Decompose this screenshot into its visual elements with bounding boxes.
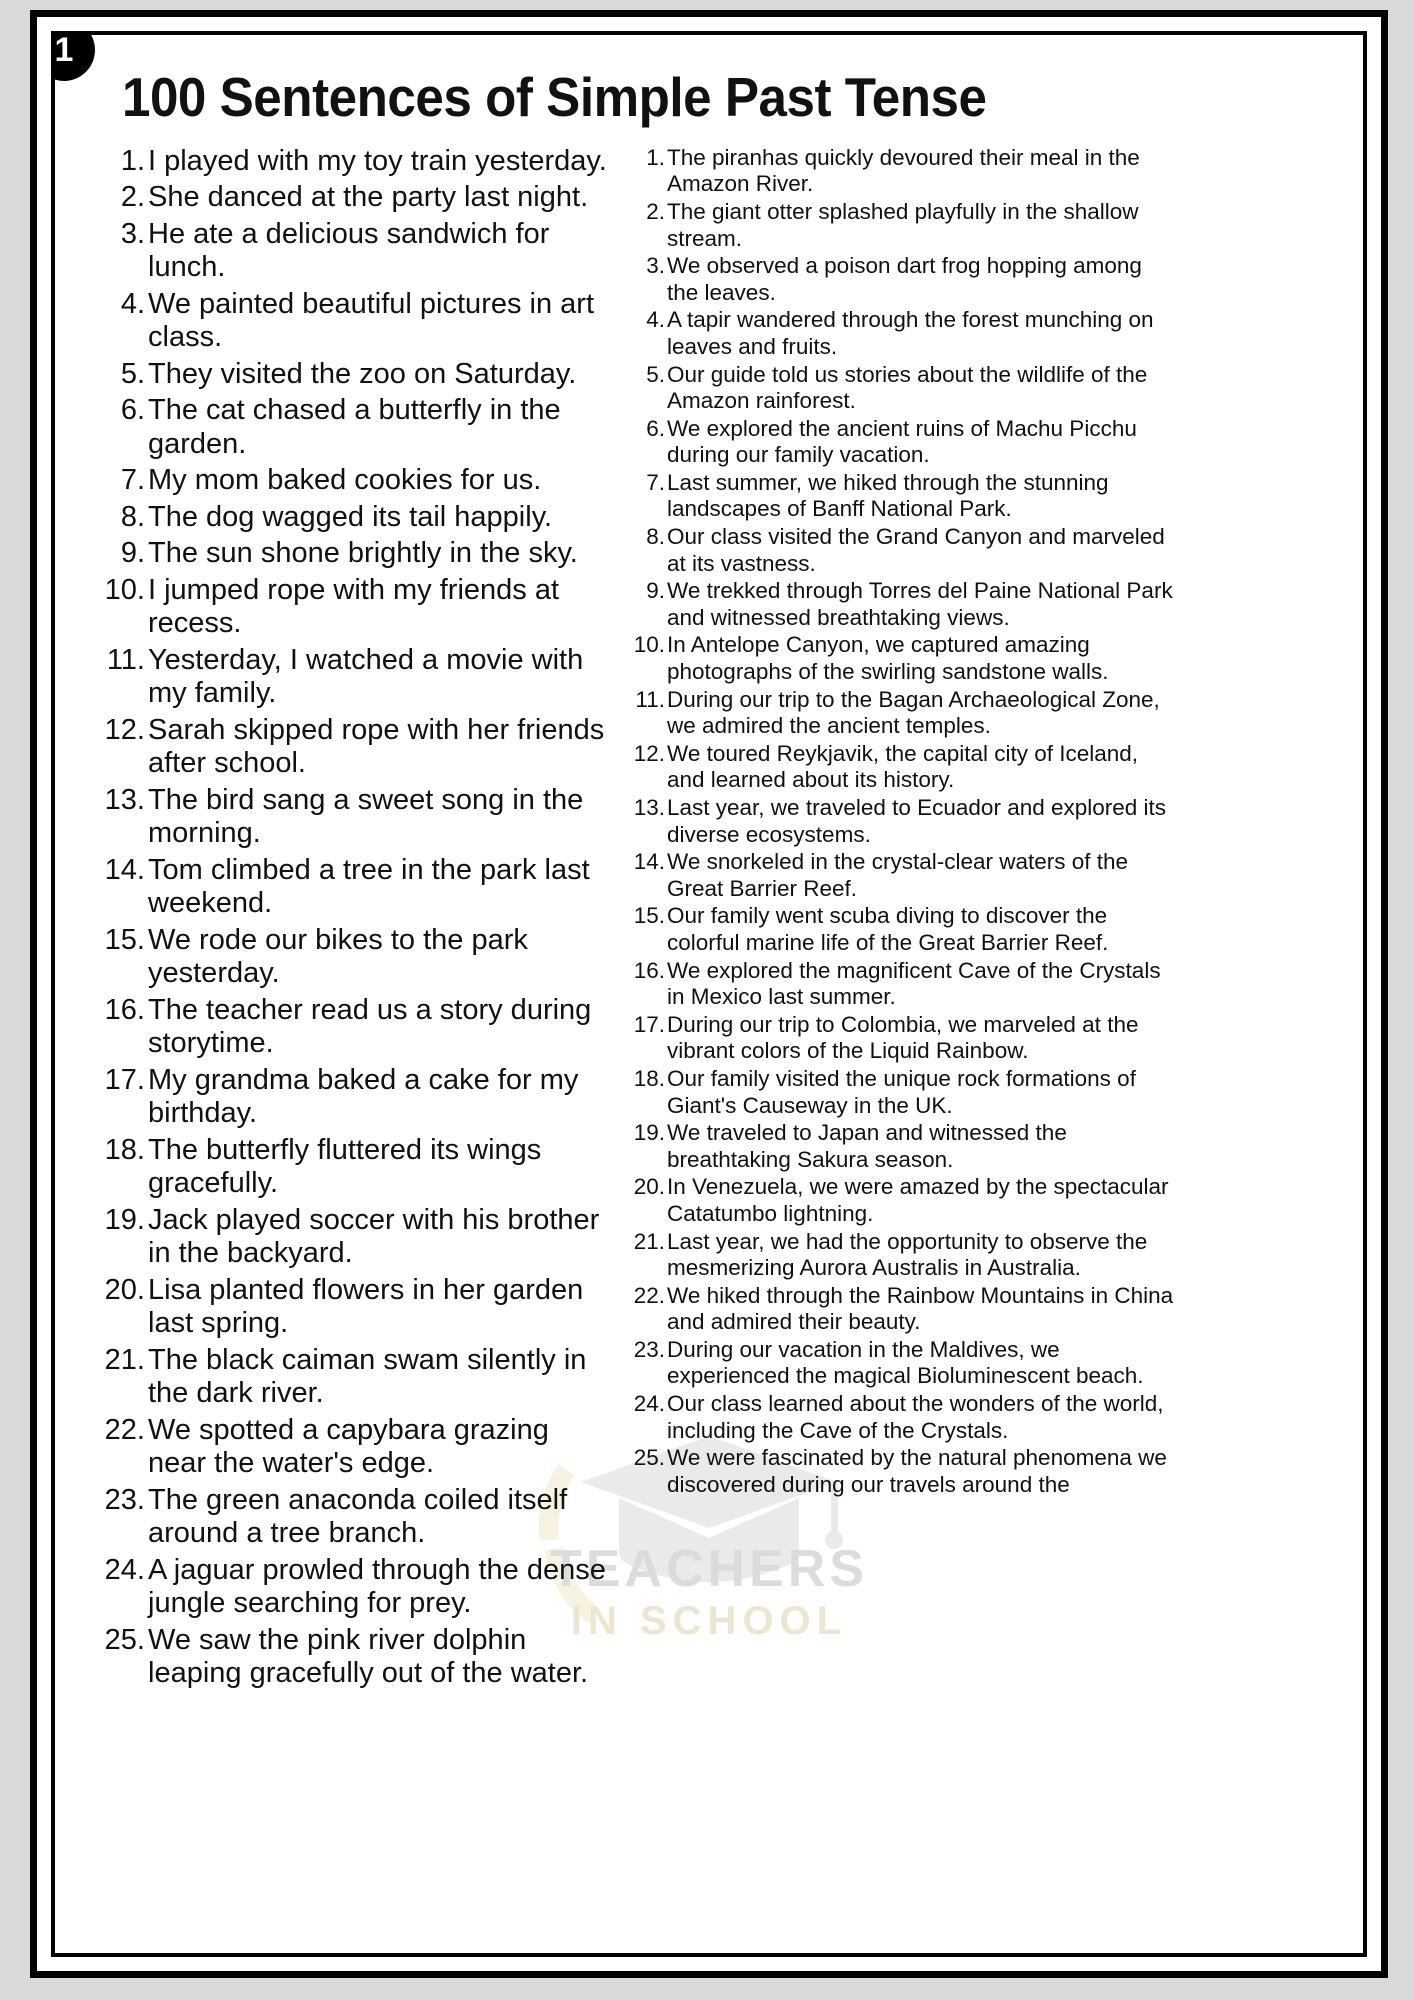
list-item-text: We saw the pink river dolphin leaping gracefully out of the water. (148, 1623, 589, 1690)
list-item-number: 21. (104, 1343, 145, 1376)
list-item-text: We trekked through Torres del Paine National Park and witnessed breathtaking views. (667, 578, 1173, 630)
list-item-text: Jack played soccer with his brother in the backyard. (148, 1203, 600, 1270)
list-item-number: 1. (120, 144, 145, 177)
list-item-number: 24. (104, 1553, 145, 1586)
list-item (621, 470, 1179, 523)
list-item (621, 307, 1179, 360)
list-item-number: 14. (633, 849, 665, 875)
list-item-text: They visited the zoo on Saturday. (148, 357, 577, 390)
list-item (621, 1120, 1179, 1173)
list-item (87, 924, 613, 991)
list-item (621, 362, 1179, 415)
list-item-number: 5. (646, 361, 665, 387)
list-item (621, 849, 1179, 902)
list-item-number: 2. (646, 198, 665, 224)
sentences-columns (55, 127, 1363, 1694)
list-item-number: 18. (633, 1065, 665, 1091)
list-item (87, 1134, 613, 1201)
list-item-text: A tapir wandered through the forest munching on leaves and fruits. (667, 307, 1154, 359)
list-item-text: We rode our bikes to the park yesterday. (148, 923, 528, 990)
list-item-number: 19. (104, 1203, 145, 1236)
list-item-text: During our trip to Colombia, we marveled at the vibrant colors of the Liquid Rainbow. (667, 1011, 1139, 1064)
list-item-text: We explored the magnificent Cave of the Crystals in Mexico last summer. (667, 957, 1161, 1010)
list-item-number: 13. (633, 795, 665, 820)
list-item-text: She danced at the party last night. (148, 181, 589, 214)
list-item-number: 15. (104, 923, 145, 956)
list-item (621, 958, 1179, 1011)
list-item-text: The piranhas quickly devoured their meal in the Amazon River. (667, 144, 1140, 197)
list-item-number: 15. (633, 903, 665, 929)
list-item-number: 7. (646, 469, 665, 495)
list-item-text: We toured Reykjavik, the capital city of Iceland, and learned about its history. (667, 740, 1139, 793)
list-item-number: 4. (646, 307, 665, 333)
list-item (621, 199, 1179, 252)
list-item-number: 8. (120, 500, 145, 533)
list-item (621, 903, 1179, 956)
list-item-number: 6. (120, 394, 145, 427)
list-item-text: My grandma baked a cake for my birthday. (148, 1063, 579, 1130)
list-item (87, 288, 613, 355)
list-item-text: We spotted a capybara grazing near the water's edge. (148, 1413, 549, 1480)
list-item-number: 8. (646, 524, 665, 550)
list-item (621, 632, 1179, 685)
list-item (87, 537, 613, 571)
list-item (87, 644, 613, 711)
list-item-text: Our family went scuba diving to discover the colorful marine life of the Great Barrier Reef. (667, 903, 1109, 955)
list-item-text: He ate a delicious sandwich for lunch. (148, 217, 550, 284)
list-item (87, 181, 613, 215)
list-item-text: The bird sang a sweet song in the morning. (148, 783, 584, 850)
list-item-text: My mom baked cookies for us. (148, 464, 542, 497)
list-item (87, 994, 613, 1061)
list-item-number: 9. (646, 578, 665, 604)
list-item (87, 394, 613, 461)
list-item-number: 17. (104, 1063, 145, 1096)
list-item (87, 1554, 613, 1621)
list-item-text: Last summer, we hiked through the stunning landscapes of Banff National Park. (667, 469, 1109, 522)
page-title: 100 Sentences of Simple Past Tense (121, 66, 987, 128)
list-item (87, 358, 613, 392)
worksheet-sheet (55, 35, 1363, 1953)
list-item (87, 1624, 613, 1691)
list-item-number: 22. (633, 1282, 665, 1308)
watermark-line1-text: TEACHERS (549, 1540, 869, 1598)
left-column (67, 145, 615, 1694)
list-item-text: We snorkeled in the crystal-clear waters of the Great Barrier Reef. (667, 849, 1129, 901)
list-item (621, 145, 1179, 198)
list-item-text: The cat chased a butterfly in the garden. (148, 394, 561, 460)
list-item (87, 1204, 613, 1271)
list-item-text: Our family visited the unique rock formations of Giant's Causeway in the UK. (667, 1065, 1136, 1118)
list-item (87, 464, 613, 498)
list-item-number: 3. (120, 217, 145, 250)
list-item (621, 1066, 1179, 1119)
list-item (87, 218, 613, 285)
list-item-number: 9. (120, 537, 145, 570)
list-item-text: We observed a poison dart frog hopping among the leaves. (667, 253, 1142, 305)
list-item (621, 1283, 1179, 1336)
list-item-text: The teacher read us a story during storytime. (148, 993, 592, 1060)
list-item-text: We hiked through the Rainbow Mountains in China and admired their beauty. (667, 1282, 1174, 1335)
watermark-line2-text: IN SCHOOL (570, 1599, 848, 1643)
list-item (87, 714, 613, 781)
list-item (87, 574, 613, 641)
list-item (87, 1484, 613, 1551)
list-item-text: I played with my toy train yesterday. (148, 144, 607, 177)
list-item-number: 10. (633, 632, 665, 658)
list-item-text: We were fascinated by the natural phenomena we discovered during our travels around the (667, 1445, 1167, 1497)
list-item-number: 17. (633, 1011, 665, 1037)
list-item (87, 145, 613, 179)
list-item-text: During our vacation in the Maldives, we experienced the magical Bioluminescent beach. (667, 1336, 1144, 1389)
page-number-label: 1 (55, 35, 74, 69)
list-item-number: 23. (633, 1336, 665, 1362)
list-item (621, 1229, 1179, 1282)
list-item-text: Tom climbed a tree in the park last weekend. (148, 853, 590, 920)
list-item-text: The giant otter splashed playfully in the shallow stream. (667, 198, 1139, 251)
list-item-text: We painted beautiful pictures in art class. (148, 287, 595, 354)
list-item (621, 795, 1179, 848)
list-item-text: During our trip to the Bagan Archaeological Zone, we admired the ancient temples. (667, 686, 1160, 739)
list-item (87, 1344, 613, 1411)
list-item-number: 24. (633, 1391, 665, 1417)
list-item-text: Sarah skipped rope with her friends after school. (148, 713, 605, 780)
list-item-number: 23. (104, 1483, 145, 1516)
list-item-number: 19. (633, 1120, 665, 1146)
list-item-text: Yesterday, I watched a movie with my family. (148, 643, 584, 710)
list-item (87, 784, 613, 851)
right-sentence-list (621, 145, 1179, 1499)
list-item (621, 741, 1179, 794)
list-item (621, 1174, 1179, 1227)
list-item (621, 524, 1179, 577)
list-item (87, 854, 613, 921)
list-item-number: 16. (104, 993, 145, 1026)
list-item-number: 4. (120, 287, 145, 320)
list-item-text: We traveled to Japan and witnessed the breathtaking Sakura season. (667, 1120, 1067, 1172)
list-item-number: 13. (104, 783, 145, 816)
right-column (615, 145, 1185, 1500)
list-item-text: The sun shone brightly in the sky. (148, 537, 578, 570)
list-item (87, 501, 613, 535)
list-item (621, 578, 1179, 631)
list-item-number: 10. (104, 573, 145, 606)
list-item-text: A jaguar prowled through the dense jungle searching for prey. (148, 1553, 606, 1620)
list-item (87, 1274, 613, 1341)
page-border-outer (30, 10, 1388, 1978)
list-item-text: The black caiman swam silently in the dark river. (148, 1343, 587, 1410)
list-item-number: 6. (646, 415, 665, 441)
list-item-number: 20. (104, 1273, 145, 1306)
list-item-text: The butterfly fluttered its wings gracefully. (148, 1133, 542, 1200)
list-item-text: In Antelope Canyon, we captured amazing photographs of the swirling sandstone walls. (667, 632, 1109, 685)
list-item-number: 14. (104, 853, 145, 886)
list-item-number: 25. (104, 1623, 145, 1656)
list-item-text: Our class learned about the wonders of the world, including the Cave of the Crystals. (667, 1391, 1164, 1443)
list-item-text: In Venezuela, we were amazed by the spectacular Catatumbo lightning. (667, 1174, 1169, 1226)
list-item-number: 1. (646, 144, 665, 170)
list-item-text: Last year, we had the opportunity to observe the mesmerizing Aurora Australis in Australia. (667, 1228, 1148, 1281)
list-item-text: We explored the ancient ruins of Machu Picchu during our family vacation. (667, 415, 1137, 468)
list-item-number: 25. (633, 1445, 665, 1471)
list-item-number: 11. (635, 686, 665, 712)
list-item-text: Lisa planted flowers in her garden last spring. (148, 1273, 584, 1340)
list-item (621, 687, 1179, 740)
list-item-number: 22. (104, 1413, 145, 1446)
list-item-text: I jumped rope with my friends at recess. (148, 573, 560, 640)
list-item-text: Our guide told us stories about the wildlife of the Amazon rainforest. (667, 361, 1148, 414)
list-item (621, 1337, 1179, 1390)
list-item-text: Last year, we traveled to Ecuador and explored its diverse ecosystems. (667, 795, 1167, 847)
list-item-number: 2. (120, 181, 145, 214)
list-item-text: The dog wagged its tail happily. (148, 500, 553, 533)
list-item (621, 1445, 1179, 1498)
list-item-number: 12. (104, 713, 145, 746)
list-item-number: 3. (646, 253, 665, 279)
list-item-number: 21. (633, 1228, 665, 1254)
list-item (87, 1414, 613, 1481)
list-item-text: The green anaconda coiled itself around a tree branch. (148, 1483, 568, 1550)
list-item-number: 5. (120, 357, 145, 390)
list-item-number: 12. (633, 740, 665, 766)
list-item-number: 16. (633, 957, 665, 983)
list-item (621, 253, 1179, 306)
list-item (621, 1012, 1179, 1065)
list-item (621, 416, 1179, 469)
list-item-text: Our class visited the Grand Canyon and marveled at its vastness. (667, 524, 1165, 576)
page-border-inner (51, 31, 1367, 1957)
list-item-number: 18. (104, 1133, 145, 1166)
list-item-number: 20. (633, 1174, 665, 1200)
list-item (621, 1391, 1179, 1444)
list-item-number: 7. (120, 464, 145, 497)
left-sentence-list (87, 145, 613, 1691)
list-item (87, 1064, 613, 1131)
list-item-number: 11. (106, 643, 145, 676)
